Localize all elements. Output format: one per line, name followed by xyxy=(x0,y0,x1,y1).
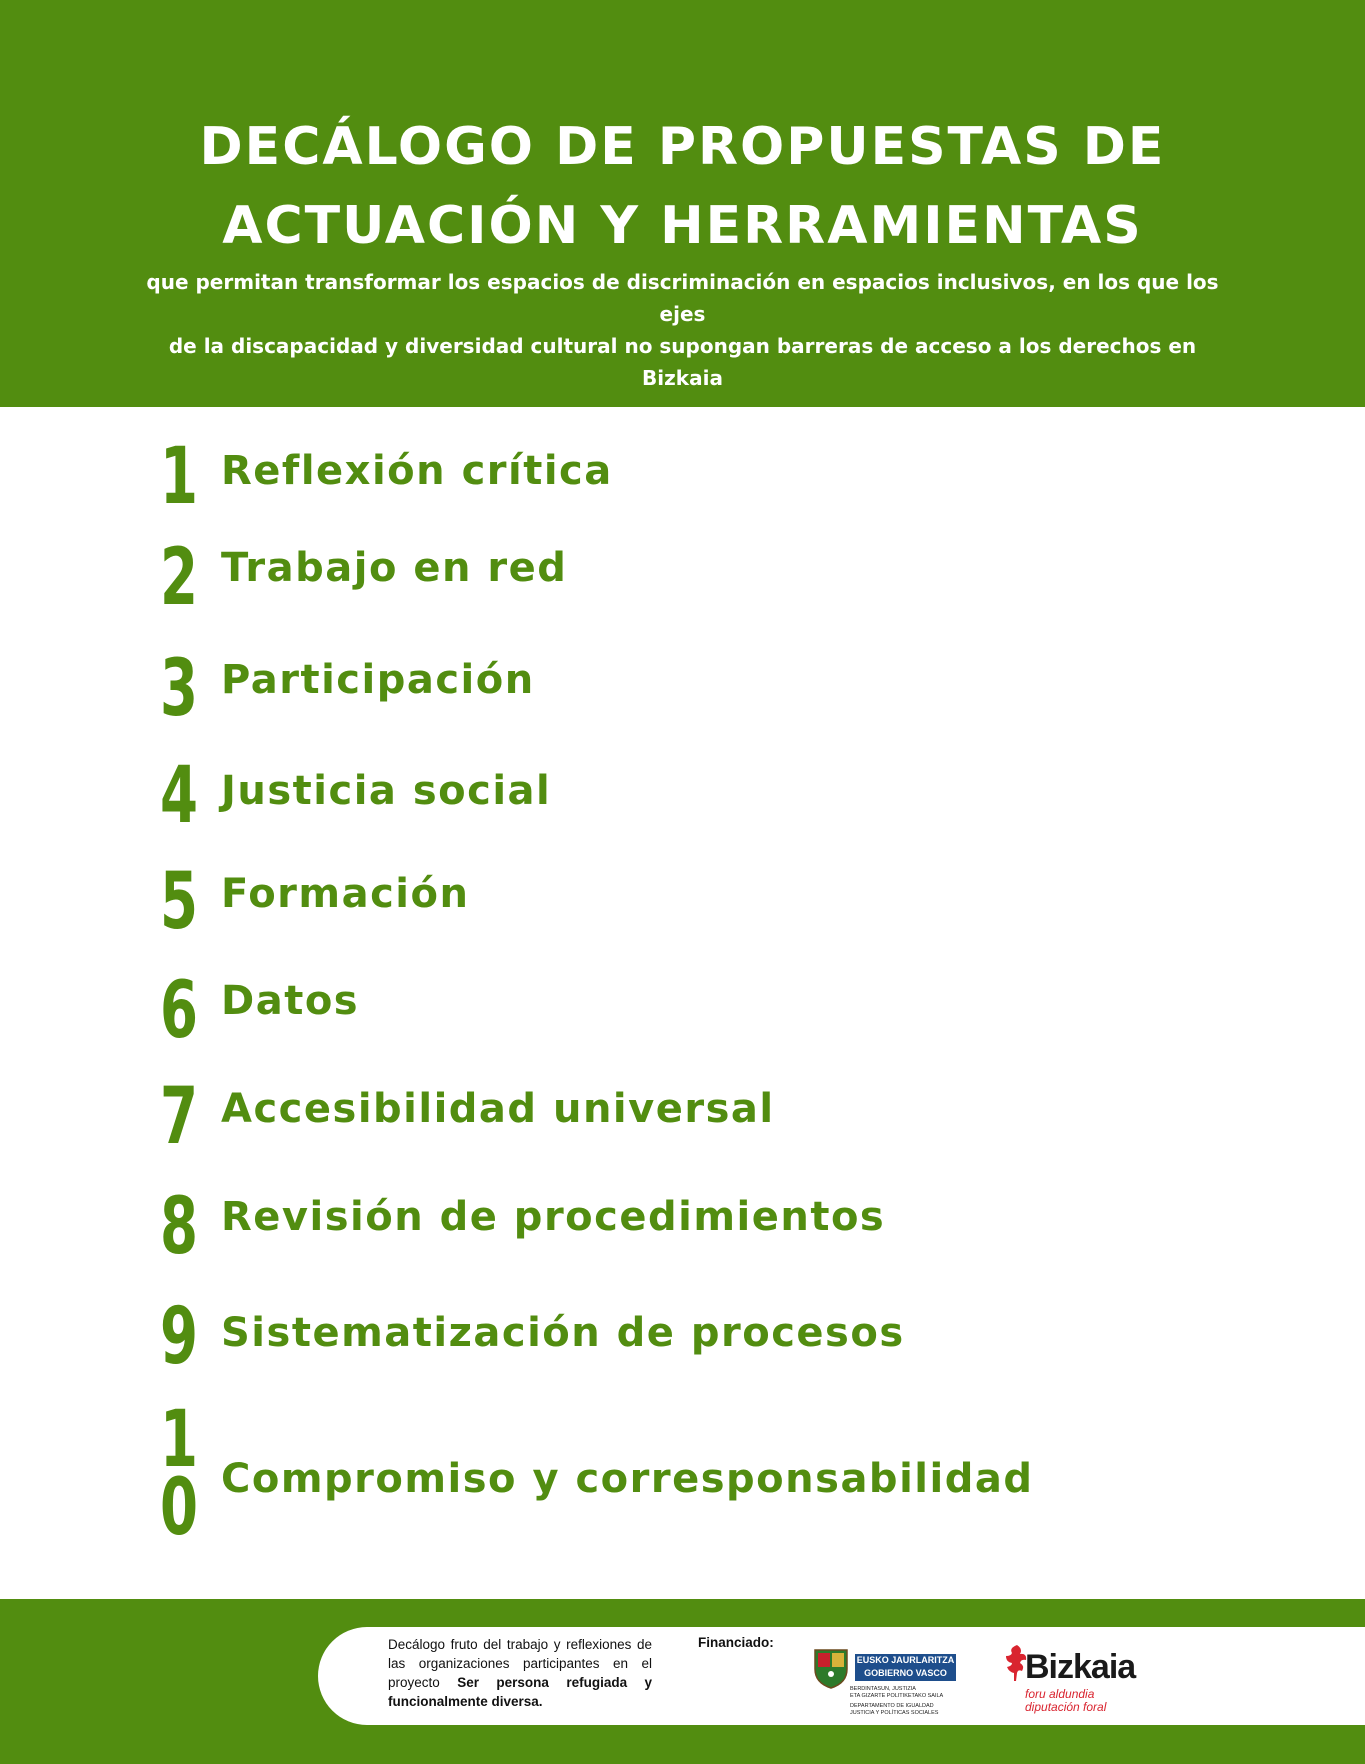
item-label: Accesibilidad universal xyxy=(221,1086,775,1132)
gv-dept-line-3: DEPARTAMENTO DE IGUALDAD xyxy=(850,1703,934,1709)
page-subtitle xyxy=(130,266,1235,394)
gv-department xyxy=(850,1686,970,1717)
footer-credits xyxy=(388,1635,652,1711)
bizkaia-logo-subtitle xyxy=(1025,1688,1106,1714)
item-number: 6 xyxy=(160,966,198,1056)
item-label: Reflexión crítica xyxy=(221,448,613,494)
gv-dept-line-1: BERDINTASUN, JUSTIZIA xyxy=(850,1686,916,1692)
gv-name-es: GOBIERNO VASCO xyxy=(864,1668,947,1678)
item-number: 5 xyxy=(160,857,198,947)
item-label: Trabajo en red xyxy=(221,545,568,591)
item-label: Participación xyxy=(221,657,535,703)
item-number: 8 xyxy=(160,1182,198,1272)
item-label: Revisión de procedimientos xyxy=(221,1194,886,1240)
gv-name-eu: EUSKO JAURLARITZA xyxy=(856,1655,955,1665)
footer-project-name: Ser persona refugiada y funcionalmente diversa. xyxy=(388,1675,653,1709)
item-label: Formación xyxy=(221,871,470,917)
subtitle-line-1: que permitan transformar los espacios de discriminación en espacios inclusivos, en los que los ejes xyxy=(146,270,1219,326)
item-number: 7 xyxy=(160,1072,198,1162)
item-number: 10 xyxy=(160,1395,198,1553)
subtitle-line-2: de la discapacidad y diversidad cultural no supongan barreras de acceso a los derechos en Bizkaia xyxy=(168,334,1197,390)
item-label: Datos xyxy=(221,978,360,1024)
item-number: 3 xyxy=(160,644,198,734)
item-label: Justicia social xyxy=(221,768,552,814)
title-line-1: DECÁLOGO DE PROPUESTAS DE xyxy=(199,117,1166,177)
page-title xyxy=(0,108,1365,266)
footer-credits-text: Decálogo fruto del trabajo y reflexiones de las organizaciones participantes en el proyecto xyxy=(388,1637,652,1690)
gv-dept-line-2: ETA GIZARTE POLITIKETAKO SAILA xyxy=(850,1693,944,1699)
gobierno-vasco-logo xyxy=(855,1654,956,1681)
item-number: 2 xyxy=(160,533,198,623)
gobierno-vasco-shield-icon xyxy=(812,1647,850,1689)
title-line-2: ACTUACIÓN Y HERRAMIENTAS xyxy=(222,196,1143,256)
bizkaia-sub-line-1: foru aldundia xyxy=(1025,1687,1095,1701)
bizkaia-sub-line-2: diputación foral xyxy=(1025,1700,1107,1714)
item-number: 1 xyxy=(160,432,198,522)
item-number: 9 xyxy=(160,1292,198,1382)
bizkaia-logo-name: Bizkaia xyxy=(1025,1648,1136,1686)
item-label: Compromiso y corresponsabilidad xyxy=(221,1456,1034,1502)
item-number: 4 xyxy=(160,751,198,841)
gv-dept-line-4: JUSTICIA Y POLÍTICAS SOCIALES xyxy=(850,1710,939,1716)
funded-label: Financiado: xyxy=(698,1635,774,1650)
item-label: Sistematización de procesos xyxy=(221,1310,905,1356)
